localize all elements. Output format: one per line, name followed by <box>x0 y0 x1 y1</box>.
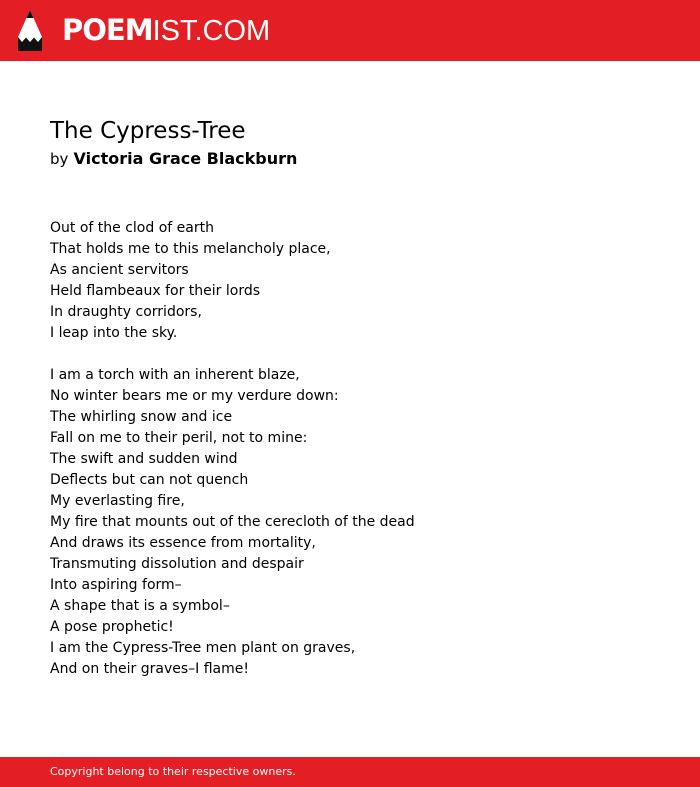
poem-line: As ancient servitors <box>50 262 189 278</box>
stanza-break <box>50 344 670 365</box>
poem-stanza <box>50 365 670 680</box>
brand-light: IST.COM <box>152 15 271 47</box>
copyright-text: Copyright belong to their respective owners. <box>50 765 296 778</box>
poem-line: A shape that is a symbol– <box>50 598 230 614</box>
pencil-tip-icon <box>18 10 42 51</box>
poem-line: The swift and sudden wind <box>50 451 238 467</box>
poem-line: No winter bears me or my verdure down: <box>50 388 339 404</box>
poem-line: A pose prophetic! <box>50 619 174 635</box>
poem-line: I am a torch with an inherent blaze, <box>50 367 300 383</box>
poem-author: Victoria Grace Blackburn <box>73 149 298 168</box>
poem-line: I leap into the sky. <box>50 325 178 341</box>
poem-stanza <box>50 218 670 344</box>
poem-line: The whirling snow and ice <box>50 409 233 425</box>
poem-body <box>50 218 670 680</box>
poem-title: The Cypress-Tree <box>50 118 246 144</box>
poem-line: Transmuting dissolution and despair <box>50 556 304 572</box>
site-header <box>0 0 700 61</box>
poem-line: Held flambeaux for their lords <box>50 283 261 299</box>
poem-line: My fire that mounts out of the cerecloth of the dead <box>50 514 415 530</box>
poem-line: I am the Cypress-Tree men plant on graves, <box>50 640 356 656</box>
poem-line: Out of the clod of earth <box>50 220 214 236</box>
by-label: by <box>50 150 69 168</box>
site-footer <box>0 757 700 787</box>
poem-line: Deflects but can not quench <box>50 472 249 488</box>
poem-line: Into aspiring form– <box>50 577 182 593</box>
poem-line: And draws its essence from mortality, <box>50 535 316 551</box>
poem-line: Fall on me to their peril, not to mine: <box>50 430 308 446</box>
brand-bold: POEM <box>62 13 153 47</box>
poem-line: In draughty corridors, <box>50 304 202 320</box>
site-logo-link[interactable] <box>62 12 270 48</box>
poem-line: And on their graves–I flame! <box>50 661 250 677</box>
poem-line: My everlasting fire, <box>50 493 185 509</box>
poem-byline <box>50 148 297 170</box>
poem-line: That holds me to this melancholy place, <box>50 241 331 257</box>
